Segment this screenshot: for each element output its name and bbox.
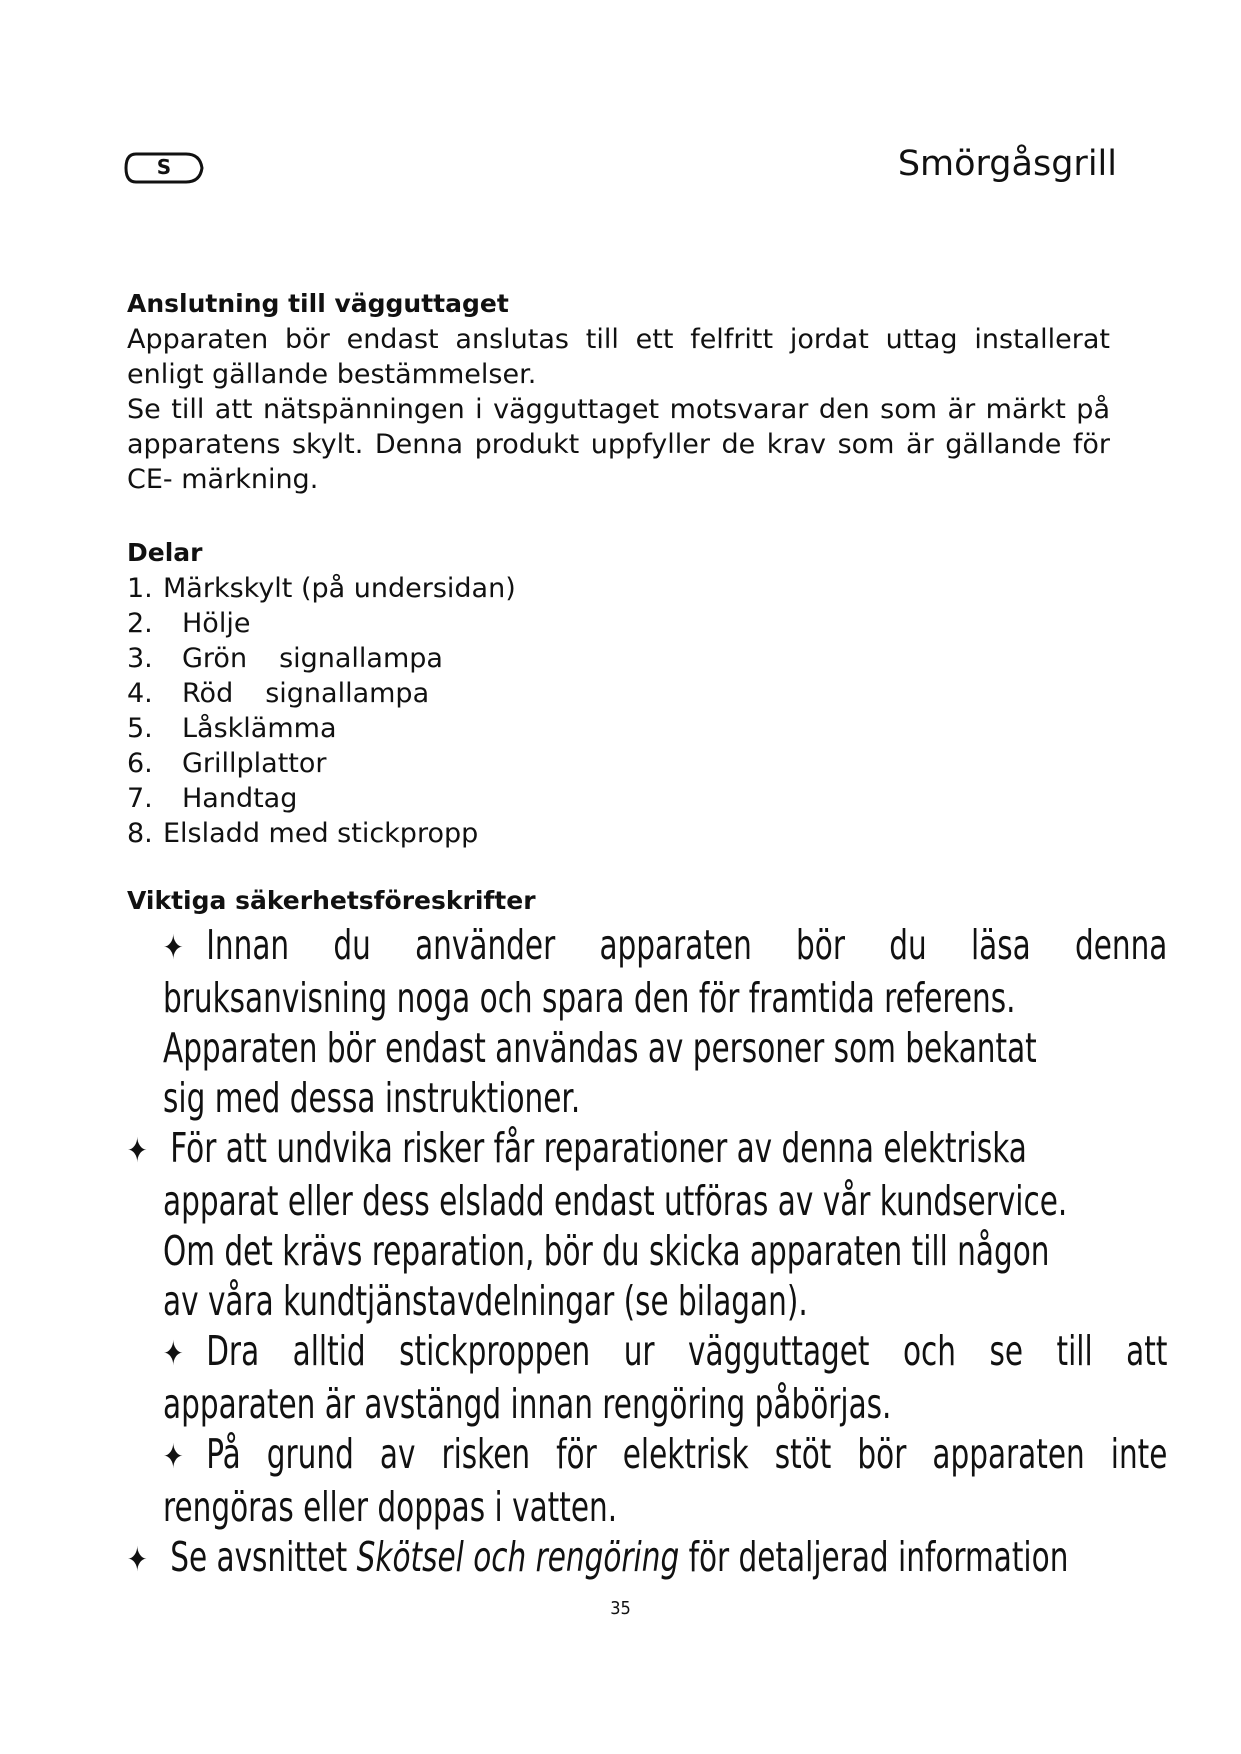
safety-heading: Viktiga säkerhetsföreskrifter <box>127 886 536 915</box>
rule-line: Apparaten bör endast användas av personer som bekantat <box>163 1024 1037 1072</box>
safety-rule <box>127 1326 1167 1429</box>
rule-line: apparat eller dess elsladd endast utföras av vår kundservice. <box>163 1177 1068 1225</box>
text-line: apparatens skylt. Denna produkt uppfyller de krav som är gällande för CE- <box>127 429 1110 495</box>
safety-rule <box>127 920 1167 1123</box>
item-text: Elsladd med stickpropp <box>163 818 479 849</box>
item-number: 2. <box>127 608 153 639</box>
parts-list-item <box>127 676 1110 711</box>
connection-heading: Anslutning till vägguttaget <box>127 289 509 318</box>
item-number: 3. <box>127 643 153 674</box>
document-title: Smörgåsgrill <box>897 144 1117 184</box>
connection-paragraph-1 <box>127 322 1110 392</box>
item-text: Låsklämma <box>182 713 337 744</box>
parts-list-item <box>127 606 1110 641</box>
star-bullet-icon: ✦ <box>127 1131 148 1171</box>
rule-line: sig med dessa instruktioner. <box>163 1074 581 1122</box>
safety-rule <box>127 1532 1167 1585</box>
star-bullet-icon: ✦ <box>163 1437 184 1477</box>
item-number: 5. <box>127 713 153 744</box>
section-reference: Skötsel och rengöring <box>356 1533 680 1581</box>
rule-line: ✦ Se avsnittet Skötsel och rengöring för detaljerad information <box>127 1532 1167 1585</box>
language-badge <box>124 150 204 186</box>
item-text: Handtag <box>182 783 298 814</box>
item-text: Hölje <box>182 608 251 639</box>
parts-heading: Delar <box>127 538 203 567</box>
item-text: Röd <box>182 678 234 709</box>
item-text: signallampa <box>265 678 430 709</box>
main-content <box>127 286 1110 919</box>
rule-line: apparaten är avstängd innan rengöring påbörjas. <box>163 1380 892 1428</box>
item-number: 6. <box>127 748 153 779</box>
parts-list-item <box>127 571 1110 606</box>
safety-rules <box>127 920 1167 1585</box>
rule-line: ✦ På grund av risken för elektrisk stöt bör apparaten inte <box>127 1429 1167 1482</box>
parts-list-item <box>127 781 1110 816</box>
star-bullet-icon: ✦ <box>163 1334 184 1374</box>
rule-line: av våra kundtjänstavdelningar (se bilagan). <box>163 1277 808 1325</box>
rule-line: ✦ Dra alltid stickproppen ur vägguttaget och se till att <box>127 1326 1167 1379</box>
text-line: gällande bestämmelser. <box>212 359 537 390</box>
item-text: Grön <box>182 643 248 674</box>
rule-line: ✦ Innan du använder apparaten bör du läsa denna <box>127 920 1167 973</box>
safety-rule <box>127 1429 1167 1532</box>
item-text: signallampa <box>279 643 443 674</box>
item-number: 4. <box>127 678 153 709</box>
item-text: Märkskylt (på undersidan) <box>163 573 516 604</box>
parts-list-item <box>127 816 1110 851</box>
item-number: 8. <box>127 818 153 849</box>
item-text: Grillplattor <box>182 748 327 779</box>
star-bullet-icon: ✦ <box>127 1540 148 1580</box>
page-number: 35 <box>610 1598 631 1619</box>
item-number: 1. <box>127 573 153 604</box>
parts-list-item <box>127 641 1110 676</box>
item-number: 7. <box>127 783 153 814</box>
text-line: Apparaten bör endast anslutas till ett felfritt jordat uttag installerat enligt <box>127 324 1110 390</box>
text-line: Se till att nätspänningen i vägguttaget motsvarar den som är märkt på <box>127 394 1110 425</box>
rule-line: rengöras eller doppas i vatten. <box>163 1483 618 1531</box>
language-code: S <box>156 155 172 179</box>
parts-list-item <box>127 711 1110 746</box>
connection-paragraph-2 <box>127 392 1110 497</box>
star-bullet-icon: ✦ <box>163 928 184 968</box>
rule-line: bruksanvisning noga och spara den för framtida referens. <box>163 974 1016 1022</box>
parts-list <box>127 571 1110 851</box>
safety-rule <box>127 1123 1167 1326</box>
rule-line: ✦ För att undvika risker får reparationer av denna elektriska <box>127 1123 1167 1176</box>
parts-list-item <box>127 746 1110 781</box>
text-line: märkning. <box>181 464 319 495</box>
rule-line: Om det krävs reparation, bör du skicka apparaten till någon <box>163 1227 1050 1275</box>
